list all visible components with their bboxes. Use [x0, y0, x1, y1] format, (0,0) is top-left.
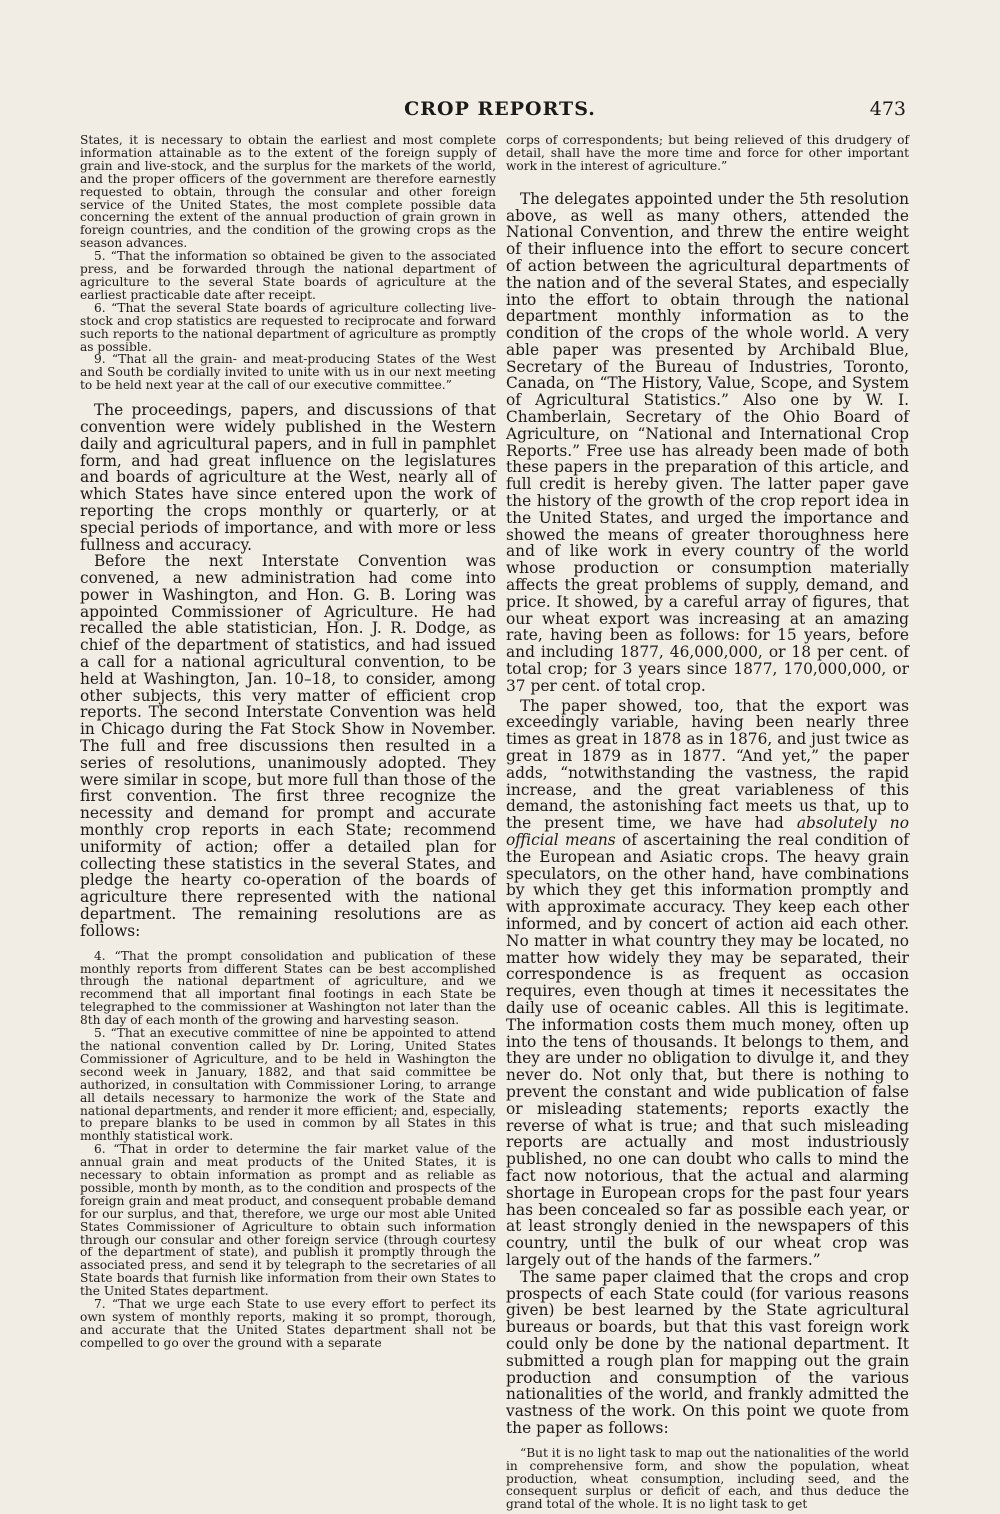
resolution-7-second: 7. “That we urge each State to use every effort to perfect its own system of monthly reports, making it so prompt, thorough, and accurate that the United States department shall not be compelled to go over the ground with a separate — [80, 1297, 496, 1350]
paragraph-export-text-a: The paper showed, too, that the export was exceedingly variable, having been nearly three times as great in 1878 as in 1876, and just twice as great in 1879 as in 1877. “And yet,” the paper adds, “notwithstanding the vastness, the rapid increase, and the great variableness of this demand, the astonishing fact meets us that, up to the present time, we have had — [506, 696, 909, 833]
paragraph-export-text-b: of ascertaining the real condition of the European and Asiatic crops. The heavy grain speculators, on the other hand, have combinations by which they get this information promptly and with approximate accuracy. They keep each other informed, and by concert of action aid each other. No matter in what country they may be located, no matter how widely they may be separated, their correspondence is as frequent as occasion requires, even though at times it necessitates the daily use of oceanic cables. All this is legitimate. The information costs them much money, often up into the tens of thousands. It belongs to them, and they are under no obligation to divulge it, and they never do. Not only that, but there is nothing to prevent the constant and wide publication of false or misleading statements; reports exactly the reverse of what is true; and that such misleading reports are actually and most industriously published, no one can doubt who calls to mind the fact now notorious, that the actual and alarming shortage in European crops for the past four years has been concealed so far as possible each year, or at least strongly denied in the newspapers of this country, until the bulk of our wheat crop was largely out of the hands of the farmers.” — [506, 831, 909, 1269]
page-number: 473 — [869, 98, 906, 120]
resolution-4-second: 4. “That the prompt consolidation and publication of these monthly reports from different States can be best accomplished through the national department of agriculture, and we recommend that all important final footings in each State be telegraphed to the commissioner at Washington not later than the 8th day of each month of the growing and harvesting season. — [80, 948, 496, 1028]
emphasis-absolutely-no-official-means: absolutely no official means — [506, 814, 909, 849]
paragraph-proceedings: The proceedings, papers, and discussions of that convention were widely published in the Western daily and agricultural papers, and in full in pamphlet form, and had great influence on the legislatures and boards of agriculture at the West, nearly all of which States have since entered upon the work of reporting the crops monthly or quarterly, or at special periods of importance, and with more or less fullness and accuracy. — [80, 401, 496, 554]
resolution-6-second: 6. “That in order to determine the fair market value of the annual grain and meat products of the United States, it is necessary to obtain information as prompt and as reliable as possible, month by month, as to the condition and prospects of the foreign grain and meat product, and consequent probable demand for our surplus, and that, therefore, we urge our most able United States Commissioner of Agriculture to obtain such information through our consular and other foreign service (through courtesy of the department of state), and publish it promptly through the associated press, and send it by telegraph to the secretaries of all State boards that furnish like information from their own States to the United States department. — [80, 1142, 496, 1299]
resolution-9: 9. “That all the grain- and meat-producing States of the West and South be cordially invited to unite with us in our next meeting to be held next year at the call of our executive committee.” — [80, 352, 496, 393]
paragraph-same-paper: The same paper claimed that the crops and crop prospects of each State could (for various reasons given) be best learned by the State agricultural bureaus or boards, but that this vast foreign work could only be done by the national department. It submitted a rough plan for mapping out the grain production and consumption of the various nationalities of the world, and frankly admitted the vastness of the work. On this point we quote from the paper as follows: — [506, 1267, 909, 1437]
resolution-6: 6. “That the several State boards of agriculture collecting live-stock and crop statistics are requested to reciprocate and forward such reports to the national department of agriculture as promptly as possible. — [80, 300, 496, 354]
paragraph-delegates: The delegates appointed under the 5th resolution above, as well as many others, attended the National Convention, and threw the entire weight of their influence into the effort to secure concert of action between the agricultural departments of the nation and of the several States, and especially into the effort to obtain through the national department monthly information as to the condition of the crops of the whole world. A very able paper was presented by Archibald Blue, Secretary of the Bureau of Industries, Toronto, Canada, on “The History, Value, Scope, and System of Agricultural Statistics.” Also one by W. I. Chamberlain, Secretary of the Ohio Board of Agriculture, on “National and International Crop Reports.” Free use has already been made of both these papers in the preparation of this article, and full credit is hereby given. The latter paper gave the history of the growth of the crop report idea in the United States, and urged the importance and showed the means of greater thoroughness here and of like work in every country of the world whose production or consumption materially affects the great problems of supply, demand, and price. It showed, by a careful array of figures, that our wheat export was increasing at an amazing rate, having been as follows: for 15 years, before and including 1877, 46,000,000, or 18 per cent. of total crop; for 3 years since 1877, 170,000,000, or 37 per cent. of total crop. — [506, 189, 909, 695]
quotation-mapping-task: “But it is no light task to map out the nationalities of the world in comprehensive form, and show the population, wheat production, wheat consumption, including seed, and the consequent surplus or deficit of each, and thus deduce the grand total of the whole. It is no light task to get — [506, 1445, 910, 1512]
running-head: CROP REPORTS. — [404, 98, 596, 120]
right-column — [506, 134, 909, 1511]
resolution-5-second: 5. “That an executive committee of nine be appointed to attend the national convention called by Dr. Loring, United States Commissioner of Agriculture, and to be held in Washington the second week in January, 1882, and that said committee be authorized, in consultation with Commissioner Loring, to arrange all details necessary to harmonize the work of the State and national departments, and render it more efficient; and, especially, to prepare blanks to be used in common by all States in this monthly statistical work. — [80, 1026, 496, 1144]
paragraph-export-variability — [506, 698, 909, 1269]
page-header — [80, 98, 920, 128]
resolution-continuation: States, it is necessary to obtain the earliest and most complete information attainable as to the extent of the foreign supply of grain and live-stock, and the surplus for the markets of the world, and the proper officers of the government are therefore earnestly requested to obtain, through the consular and other foreign service of the United States, the most complete possible data concerning the extent of the annual production of grain grown in foreign countries, and the condition of the growing crops as the season advances. — [80, 133, 496, 251]
paragraph-second-convention: Before the next Interstate Convention was convened, a new administration had come into power in Washington, and Hon. G. B. Loring was appointed Commissioner of Agriculture. He had recalled the able statistician, Hon. J. R. Dodge, as chief of the department of statistics, and had issued a call for a national agricultural convention, to be held at Washington, Jan. 10–18, to consider, among other subjects, this very matter of efficient crop reports. The second Interstate Convention was held in Chicago during the Fat Stock Show in November. The full and free discussions then resulted in a series of resolutions, unanimously adopted. They were similar in scope, but more full than those of the first convention. The first three recognize the necessity and demand for prompt and accurate monthly crop reports in each State; recommend uniformity of action; offer a detailed plan for collecting these statistics in the several States, and pledge the hearty co-operation of the boards of agriculture there represented with the national department. The remaining resolutions are as follows: — [80, 552, 496, 940]
left-column — [80, 134, 496, 1350]
resolution-7-continuation: corps of correspondents; but being relieved of this drudgery of detail, shall have the more time and force for other important work in the interest of agriculture.” — [506, 133, 909, 173]
resolution-5: 5. “That the information so obtained be given to the associated press, and be forwarded through the national department of agriculture to the several State boards of agriculture at the earliest practicable date after receipt. — [80, 249, 496, 302]
